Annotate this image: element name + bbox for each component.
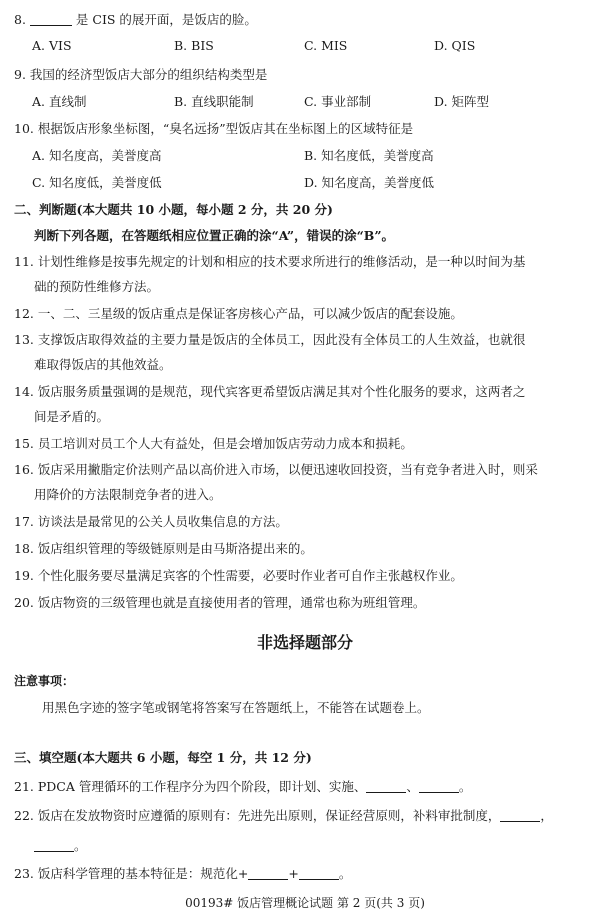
question-line: 20. 饭店物资的三级管理也就是直接使用者的管理，通常也称为班组管理。 — [14, 595, 426, 610]
option: C. 知名度低，美誉度低 — [32, 175, 162, 190]
question-23: 23. 饭店科学管理的基本特征是：规范化+ + 。 — [14, 866, 352, 881]
question-line: 12. 一、二、三星级的饭店重点是保证客房核心产品，可以减少饭店的配套设施。 — [14, 306, 463, 321]
option: B. 知名度低，美誉度高 — [304, 148, 434, 163]
option: B. BIS — [174, 38, 214, 53]
question-line: 15. 员工培训对员工个人大有益处，但是会增加饭店劳动力成本和损耗。 — [14, 436, 413, 451]
answer-blank — [299, 867, 339, 880]
option: C. MIS — [304, 38, 348, 53]
section-heading: 二、判断题(本大题共 10 小题，每小题 2 分，共 20 分) — [14, 202, 333, 217]
question-10-stem: 10. 根据饭店形象坐标图，“臭名远扬”型饭店其在坐标图上的区域特征是 — [14, 121, 414, 136]
question-8-stem: 8. 是 CIS 的展开面，是饭店的脸。 — [14, 12, 257, 27]
answer-blank — [34, 839, 74, 852]
question-22: 22. 饭店在发放物资时应遵循的原则有：先进先出原则，保证经营原则，补料审批制度， ， — [14, 808, 553, 823]
question-line: 用降价的方法限制竞争者的进入。 — [34, 487, 222, 502]
question-line: 础的预防性维修方法。 — [34, 279, 160, 294]
question-22-cont: 。 — [34, 836, 87, 854]
option: A. 知名度高，美誉度高 — [32, 148, 162, 163]
answer-blank — [419, 780, 459, 793]
notice-text: 用黑色字迹的签字笔或钢笔将答案写在答题纸上，不能答在试题卷上。 — [42, 700, 430, 715]
question-line: 11. 计划性维修是按事先规定的计划和相应的技术要求所进行的维修活动，是一种以时间为基 — [14, 254, 526, 269]
question-line: 间是矛盾的。 — [34, 409, 110, 424]
answer-blank — [366, 780, 406, 793]
section-heading: 三、填空题(本大题共 6 小题，每空 1 分，共 12 分) — [14, 750, 312, 765]
answer-blank — [500, 809, 540, 822]
option: B. 直线职能制 — [174, 94, 254, 109]
option: D. 知名度高，美誉度低 — [304, 175, 435, 190]
answer-blank — [30, 13, 72, 26]
question-line: 17. 访谈法是最常见的公关人员收集信息的方法。 — [14, 514, 288, 529]
page-footer: 00193# 饭店管理概论试题 第 2 页(共 3 页) — [185, 896, 425, 910]
option: A. VIS — [32, 38, 72, 53]
question-line: 13. 支撑饭店取得效益的主要力量是饭店的全体员工，因此没有全体员工的人生效益，也就很 — [14, 332, 526, 347]
question-line: 16. 饭店采用撇脂定价法则产品以高价进入市场，以便迅速收回投资，当有竞争者进入时，则采 — [14, 462, 538, 477]
question-line: 14. 饭店服务质量强调的是规范，现代宾客更希望饭店满足其对个性化服务的要求，这两者之 — [14, 384, 526, 399]
question-line: 19. 个性化服务要尽量满足宾客的个性需要，必要时作业者可自作主张越权作业。 — [14, 568, 463, 583]
option: D. 矩阵型 — [434, 94, 490, 109]
question-9-stem: 9. 我国的经济型饭店大部分的组织结构类型是 — [14, 67, 268, 82]
option: C. 事业部制 — [304, 94, 372, 109]
option: A. 直线制 — [32, 94, 87, 109]
question-21: 21. PDCA 管理循环的工作程序分为四个阶段，即计划、实施、 、 。 — [14, 779, 472, 794]
section-instruction: 判断下列各题，在答题纸相应位置正确的涂“A”，错误的涂“B”。 — [34, 228, 395, 243]
question-line: 18. 饭店组织管理的等级链原则是由马斯洛提出来的。 — [14, 541, 313, 556]
part-title: 非选择题部分 — [256, 633, 353, 652]
answer-blank — [248, 867, 288, 880]
question-line: 难取得饭店的其他效益。 — [34, 357, 172, 372]
notice-title: 注意事项： — [14, 674, 75, 688]
option: D. QIS — [434, 38, 476, 53]
